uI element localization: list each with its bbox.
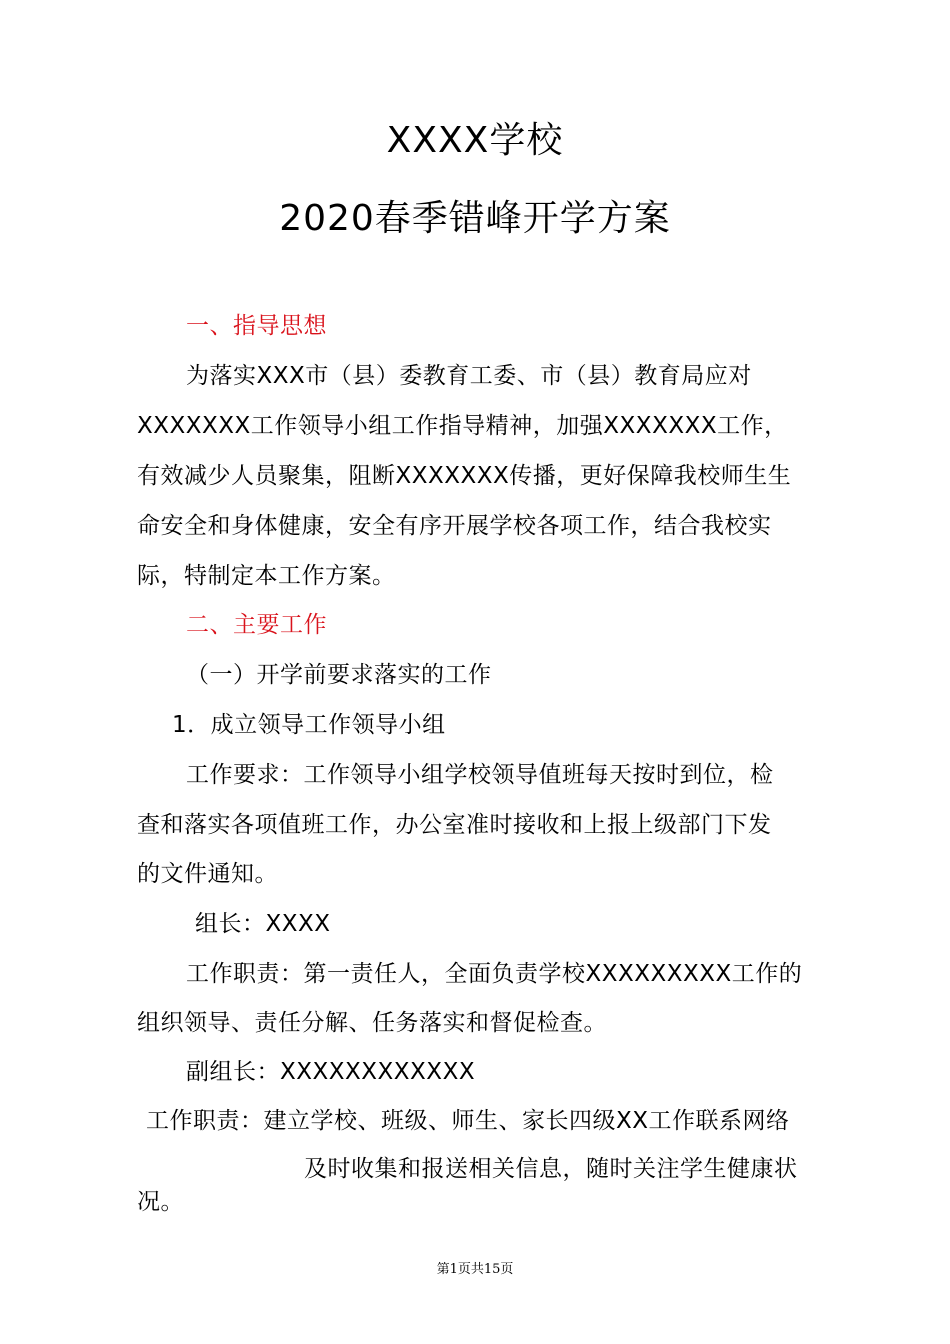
subsection-heading: （一）开学前要求落实的工作 — [186, 662, 492, 688]
document-title-school: XXXX学校 — [386, 120, 564, 161]
deputy-leader-line: 副组长：XXXXXXXXXXXX — [186, 1059, 476, 1085]
paragraph-line: 命安全和身体健康，安全有序开展学校各项工作，结合我校实 — [137, 513, 772, 539]
paragraph-line: 工作职责：建立学校、班级、师生、家长四级XX工作联系网络 — [146, 1108, 790, 1134]
paragraph-line: 工作职责：第一责任人，全面负责学校XXXXXXXXX工作的 — [186, 961, 803, 987]
section-heading-main-work: 二、主要工作 — [186, 612, 327, 638]
paragraph-line: 的文件通知。 — [137, 861, 278, 887]
paragraph-line: 及时收集和报送相关信息，随时关注学生健康状 — [304, 1156, 798, 1182]
paragraph-line: 为落实XXX市（县）委教育工委、市（县）教育局应对 — [186, 363, 752, 389]
section-heading-guiding-ideology: 一、指导思想 — [186, 313, 327, 339]
paragraph-line: 组织领导、责任分解、任务落实和督促检查。 — [137, 1010, 607, 1036]
numbered-item-heading: 1．成立领导工作领导小组 — [172, 712, 446, 738]
paragraph-line: 况。 — [137, 1189, 184, 1215]
paragraph-line: 有效减少人员聚集，阻断XXXXXXX传播，更好保障我校师生生 — [137, 463, 792, 489]
page-number-footer: 第1页共15页 — [436, 1262, 514, 1277]
paragraph-line: 际，特制定本工作方案。 — [137, 563, 396, 589]
paragraph-line: XXXXXXX工作领导小组工作指导精神，加强XXXXXXX工作， — [137, 413, 788, 439]
team-leader-line: 组长：XXXX — [195, 911, 331, 937]
document-title-plan: 2020春季错峰开学方案 — [279, 198, 671, 239]
paragraph-line: 查和落实各项值班工作，办公室准时接收和上报上级部门下发 — [137, 812, 772, 838]
paragraph-line: 工作要求：工作领导小组学校领导值班每天按时到位，检 — [186, 762, 774, 788]
